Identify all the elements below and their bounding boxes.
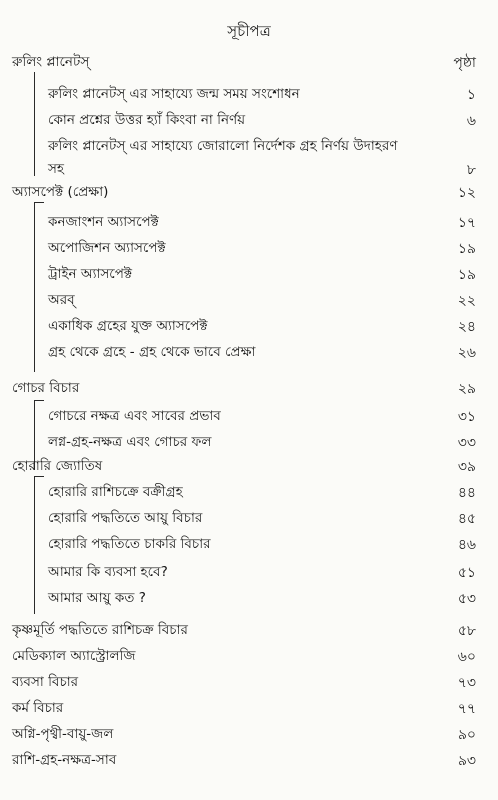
- toc-label: ট্রাইন অ্যাসপেক্ট: [48, 266, 133, 282]
- toc-subsection: [0, 284, 498, 310]
- toc-page-number: পৃষ্ঠা: [453, 55, 476, 71]
- toc-page-number: ২২: [457, 293, 476, 309]
- toc-subsection: [0, 206, 498, 232]
- toc-page-number: ৩১: [457, 409, 476, 425]
- toc-subsection: [0, 232, 498, 258]
- toc-subsection: [0, 258, 498, 284]
- toc-label: রুলিং প্লানেটস্ এর সাহায্যে জন্ম সময় সংশোধন: [48, 86, 300, 102]
- toc-subsection: [0, 104, 498, 130]
- toc-label: অপোজিশন অ্যাসপেক্ট: [48, 240, 166, 256]
- toc-page-number: ১৯: [457, 241, 476, 257]
- toc-subsection: [0, 78, 498, 104]
- toc-page-number: ৮: [466, 162, 476, 178]
- toc-label: আমার কি ব্যবসা হবে?: [48, 564, 168, 580]
- toc-label: লগ্ন-গ্রহ-নক্ষত্র এবং গোচর ফল: [48, 434, 212, 450]
- toc-page-number: ৭৩: [457, 675, 476, 691]
- toc-page-number: ৬: [466, 113, 476, 129]
- toc-label: হোরারি পদ্ধতিতে আয়ু বিচার: [48, 510, 203, 526]
- toc-page-number: ২৬: [457, 345, 476, 361]
- toc-section: [0, 372, 498, 398]
- toc-subsection: [0, 476, 498, 502]
- toc-label: গোচরে নক্ষত্র এবং সাবের প্রভাব: [48, 408, 221, 424]
- toc-label: রুলিং প্লানেটস্ এর সাহায্যে জোরালো নির্দেশক গ্রহ নির্ণয় উদাহরণ: [48, 138, 398, 154]
- toc-page-number: ৩৩: [457, 435, 476, 451]
- toc-page-number: ৫৩: [457, 591, 476, 607]
- toc-label: কনজাংশন অ্যাসপেক্ট: [48, 214, 159, 230]
- toc-section: [0, 176, 498, 202]
- toc-page-number: ৪৬: [457, 537, 476, 553]
- toc-subsection: [0, 556, 498, 582]
- toc-label: অরব্: [48, 292, 75, 308]
- toc-page-number: ৪৪: [457, 485, 476, 501]
- toc-page-number: ৯৩: [457, 753, 476, 769]
- toc-label: গোচর বিচার: [12, 380, 80, 396]
- toc-subsection: [0, 336, 498, 362]
- page-title: সূচীপত্র: [227, 22, 271, 40]
- toc-page-number: ৭৭: [457, 701, 476, 717]
- toc-label: কোন প্রশ্নের উত্তর হ্যাঁ কিংবা না নির্ণয়: [48, 112, 246, 128]
- toc-label: অগ্নি-পৃথ্বী-বায়ু-জল: [12, 726, 114, 742]
- toc-subsection: [0, 528, 498, 554]
- toc-section: [0, 450, 498, 476]
- toc-page-number: ৫১: [457, 565, 476, 581]
- toc-label: হোরারি রাশিচক্রে বক্রীগ্রহ: [48, 484, 183, 500]
- toc-page-number: ১৯: [457, 267, 476, 283]
- toc-label: কৃষ্ণমূর্তি পদ্ধতিতে রাশিচক্র বিচার: [12, 622, 188, 638]
- toc-section: [0, 744, 498, 770]
- toc-label: ব্যবসা বিচার: [12, 674, 79, 690]
- toc-page-number: ৯০: [457, 727, 476, 743]
- toc-page-number: ২৯: [457, 381, 476, 397]
- toc-subsection: [0, 130, 498, 178]
- toc-section: [0, 666, 498, 692]
- toc-page-number: ১২: [457, 185, 476, 201]
- toc-label: একাধিক গ্রহের যুক্ত অ্যাসপেক্ট: [48, 318, 208, 334]
- toc-section: [0, 692, 498, 718]
- toc-page-number: ৫৮: [457, 623, 476, 639]
- toc-section: [0, 614, 498, 640]
- toc-label: রুলিং প্লানেটস্: [12, 54, 90, 70]
- toc-page-number: ৬০: [457, 649, 476, 665]
- toc-label: গ্রহ থেকে গ্রহে - গ্রহ থেকে ভাবে প্রেক্ষা: [48, 344, 256, 360]
- toc-section: [0, 718, 498, 744]
- toc-subsection: [0, 400, 498, 426]
- toc-page-number: ১৭: [457, 215, 476, 231]
- toc-label: হোরারি জ্যোতিষ: [12, 458, 103, 474]
- toc-label: হোরারি পদ্ধতিতে চাকরি বিচার: [48, 536, 211, 552]
- toc-section: [0, 46, 498, 72]
- toc-section: [0, 640, 498, 666]
- toc-subsection: [0, 502, 498, 528]
- toc-label: মেডিক্যাল অ্যাস্ট্রোলজি: [12, 648, 136, 664]
- toc-label: আমার আয়ু কত ?: [48, 590, 146, 606]
- toc-subsection: [0, 426, 498, 452]
- toc-label: অ্যাসপেক্ট (প্রেক্ষা): [12, 184, 109, 200]
- toc-label: রাশি-গ্রহ-নক্ষত্র-সাব: [12, 752, 117, 768]
- toc-page-number: ২৪: [457, 319, 476, 335]
- toc-page-number: ৩৯: [457, 459, 476, 475]
- toc-subsection: [0, 310, 498, 336]
- toc-page-number: ১: [466, 87, 476, 103]
- toc-subsection: [0, 582, 498, 608]
- toc-page-number: ৪৫: [457, 511, 476, 527]
- toc-label-continuation: সহ: [48, 161, 65, 177]
- toc-label: কর্ম বিচার: [12, 700, 64, 716]
